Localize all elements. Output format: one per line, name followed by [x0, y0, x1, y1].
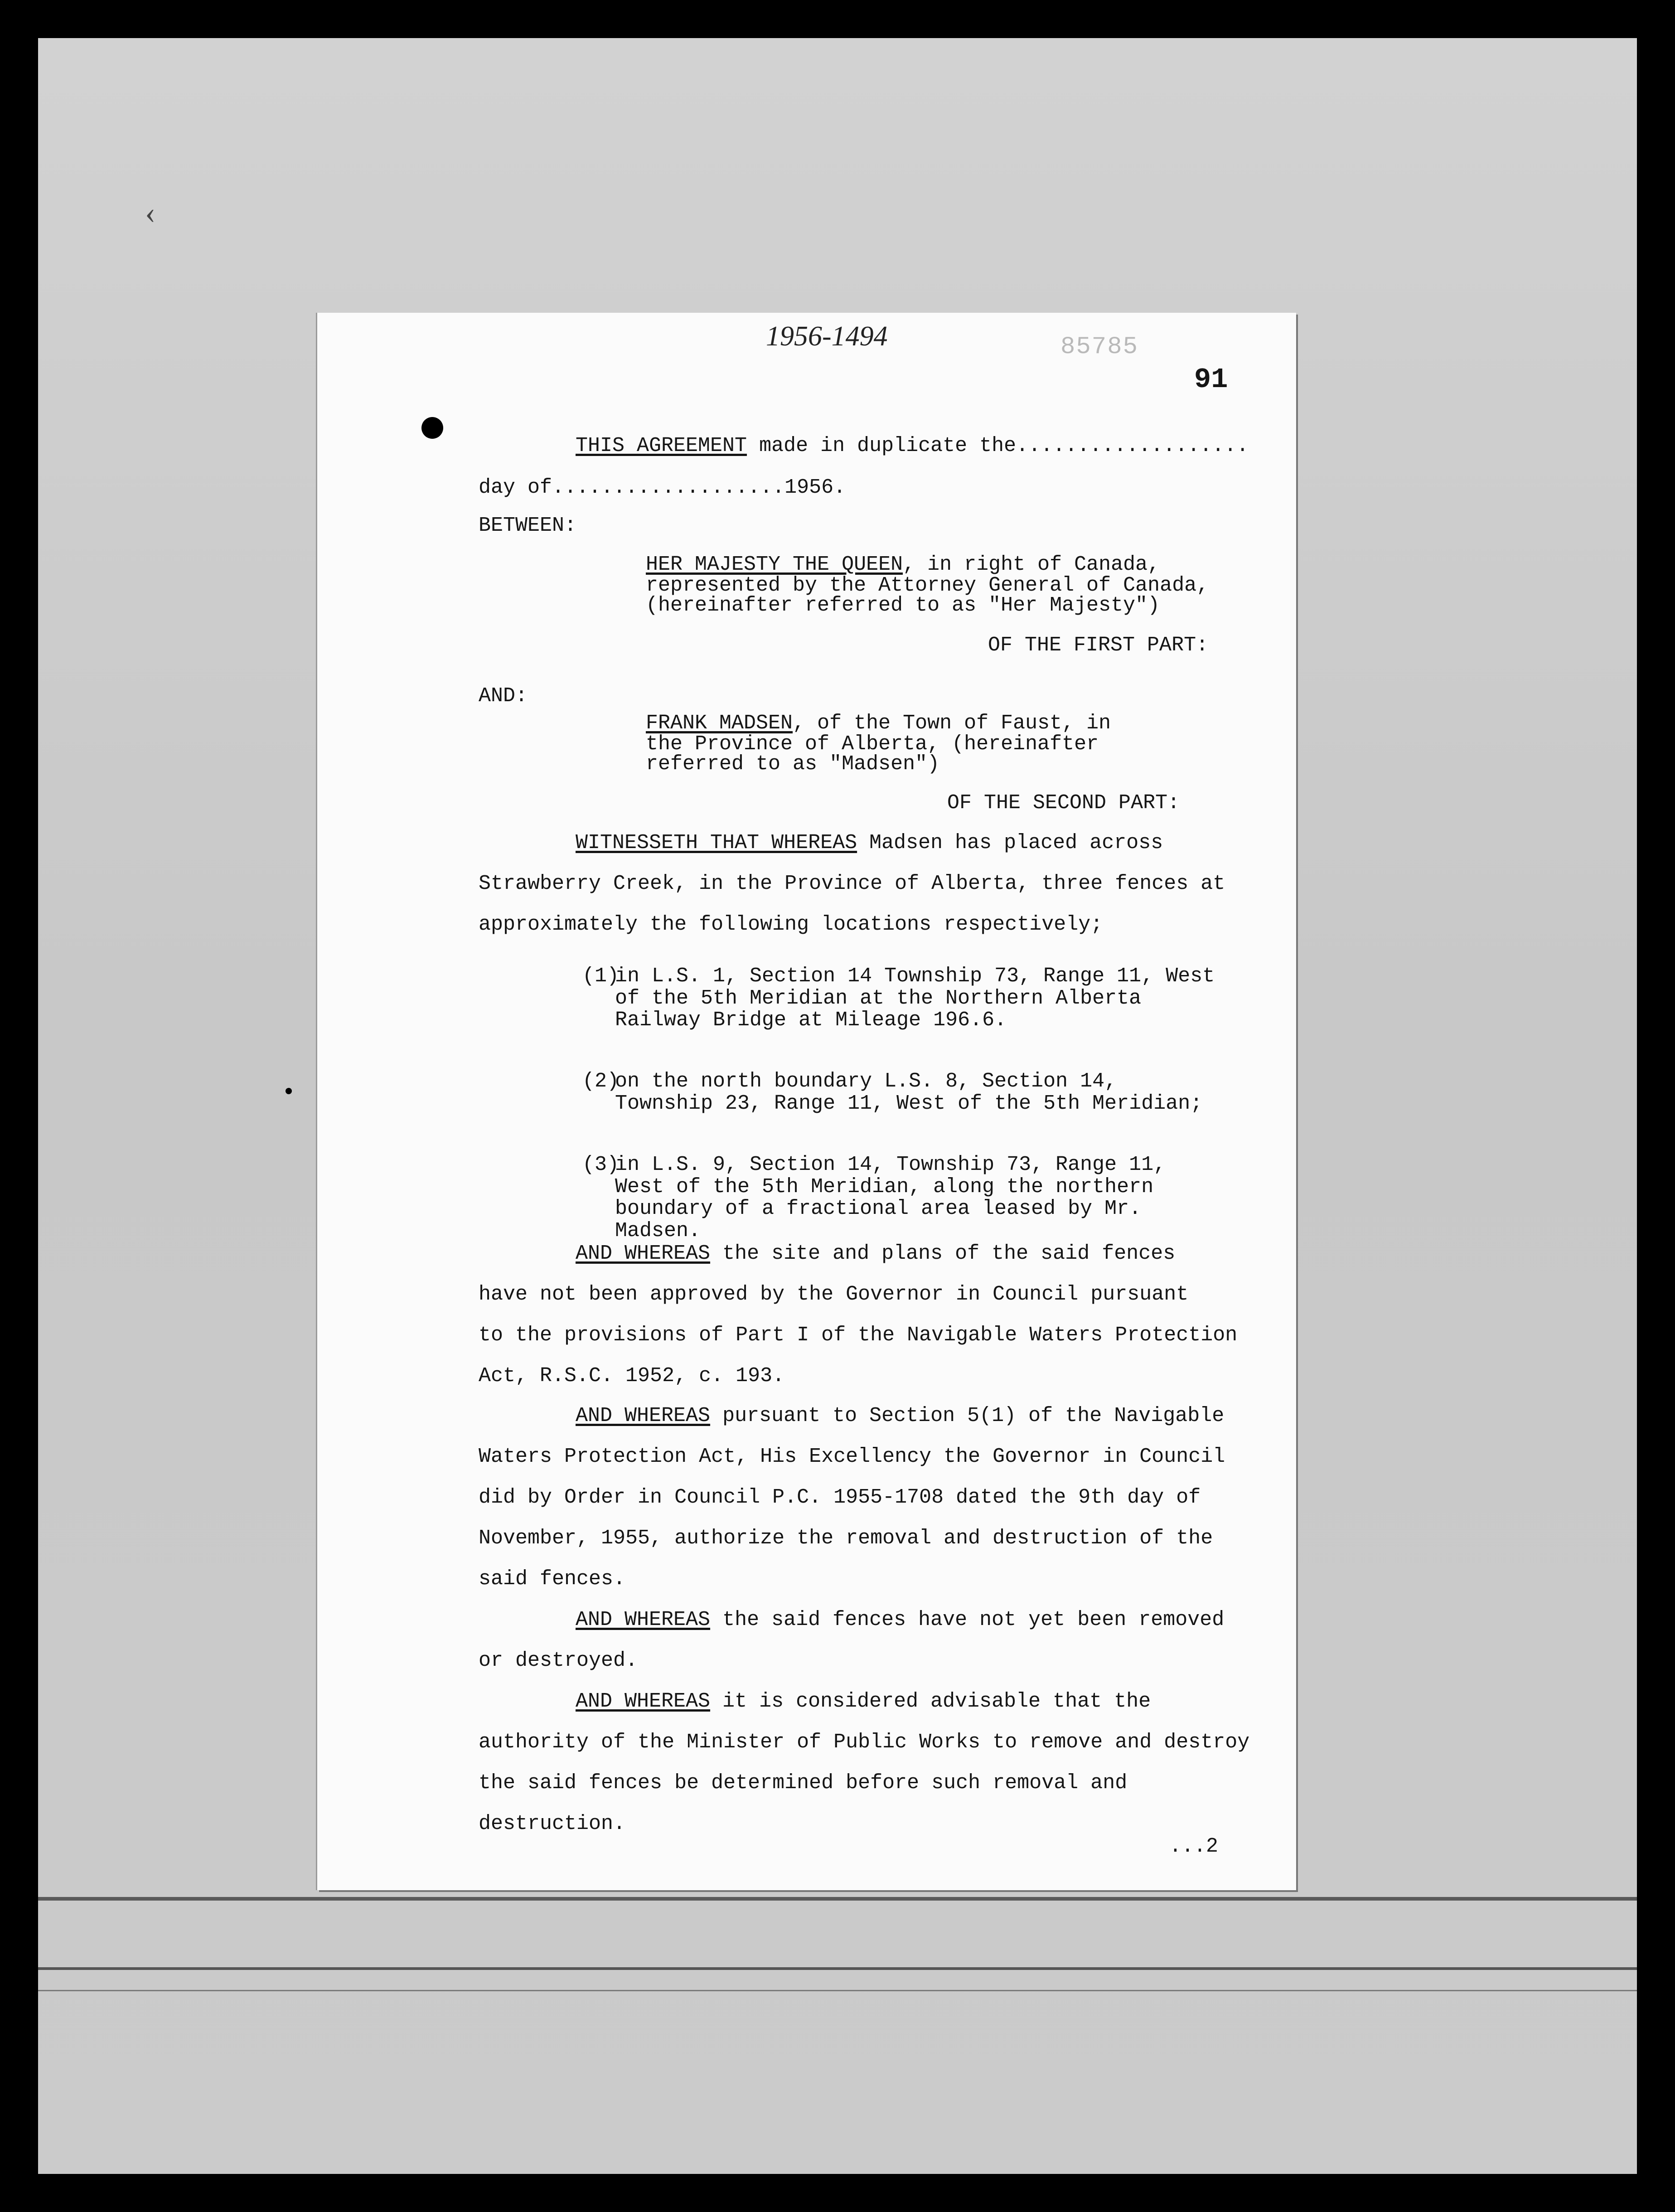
party2-role: OF THE SECOND PART: [947, 791, 1180, 815]
whereas2-line3: did by Order in Council P.C. 1955-1708 dated the 9th day of [479, 1486, 1201, 1509]
party2-line1: FRANK MADSEN, of the Town of Faust, in [646, 712, 1111, 735]
punch-hole [421, 417, 443, 439]
whereas1-line4: Act, R.S.C. 1952, c. 193. [479, 1364, 785, 1387]
party1-line1: HER MAJESTY THE QUEEN, in right of Canada, [646, 553, 1160, 576]
item-number: (2) [582, 1070, 620, 1093]
witnesseth-line1: WITNESSETH THAT WHEREAS Madsen has placed across [576, 831, 1163, 854]
handwritten-reference: 1956-1494 [766, 321, 888, 352]
this-agreement-heading: THIS AGREEMENT [576, 434, 747, 457]
item-text: in L.S. 9, Section 14, Township 73, Range 11, West of the 5th Meridian, along the northern boundary of a fractional area leased by Mr. Madsen. [615, 1153, 1166, 1242]
agreement-date-line: day of...................1956. [479, 476, 846, 499]
whereas-lead: AND WHEREAS [576, 1690, 711, 1713]
page-number: 91 [1194, 364, 1228, 396]
item-text: in L.S. 1, Section 14 Township 73, Range 11, West of the 5th Meridian at the Northern Alberta Railway Bridge at Mileage 196.6. [615, 965, 1215, 1032]
item-number: (1) [582, 965, 620, 988]
whereas1-line3: to the provisions of Part I of the Navigable Waters Protection [479, 1324, 1238, 1347]
item-number: (3) [582, 1153, 620, 1176]
agreement-page [317, 313, 1296, 1890]
whereas3-line1: AND WHEREAS the said fences have not yet been removed [576, 1608, 1225, 1631]
pencil-mark: ‹ [145, 195, 156, 230]
whereas4-line3: the said fences be determined before such removal and [479, 1771, 1128, 1795]
whereas1-line1: AND WHEREAS the site and plans of the said fences [576, 1242, 1176, 1265]
whereas2-line1: AND WHEREAS pursuant to Section 5(1) of the Navigable [576, 1404, 1225, 1427]
scan-band-line [38, 1967, 1637, 1970]
party2-line2: the Province of Alberta, (hereinafter [646, 732, 1099, 756]
continuation-marker: ...2 [1169, 1835, 1219, 1858]
party1-line2: represented by the Attorney General of Canada, [646, 574, 1209, 597]
whereas2-line2: Waters Protection Act, His Excellency the Governor in Council [479, 1445, 1225, 1468]
party2-line3: referred to as "Madsen") [646, 752, 940, 776]
agreement-opening-line: THIS AGREEMENT made in duplicate the................... [576, 434, 1249, 457]
and-label: AND: [479, 684, 528, 708]
punch-hole [286, 1088, 292, 1094]
whereas4-line2: authority of the Minister of Public Works to remove and destroy [479, 1731, 1250, 1754]
whereas-lead: AND WHEREAS [576, 1242, 711, 1265]
scan-band-line [38, 1990, 1637, 1991]
whereas4-line4: destruction. [479, 1812, 626, 1835]
between-label: BETWEEN: [479, 514, 577, 537]
whereas2-line4: November, 1955, authorize the removal and destruction of the [479, 1527, 1213, 1550]
witnesseth-line2: Strawberry Creek, in the Province of Alberta, three fences at [479, 872, 1225, 895]
stamp-number: 85785 [1060, 333, 1139, 361]
whereas1-line2: have not been approved by the Governor in Council pursuant [479, 1283, 1189, 1306]
witnesseth-line3: approximately the following locations respectively; [479, 913, 1103, 936]
whereas4-line1: AND WHEREAS it is considered advisable that the [576, 1690, 1151, 1713]
whereas-lead: AND WHEREAS [576, 1608, 711, 1631]
party1-name: HER MAJESTY THE QUEEN [646, 553, 903, 576]
whereas-lead: AND WHEREAS [576, 1404, 711, 1427]
whereas3-line2: or destroyed. [479, 1649, 638, 1672]
whereas2-line5: said fences. [479, 1567, 626, 1591]
item-text: on the north boundary L.S. 8, Section 14, Township 23, Range 11, West of the 5th Meridian; [615, 1070, 1203, 1115]
scan-band-line [38, 1897, 1637, 1901]
party1-line3: (hereinafter referred to as "Her Majesty") [646, 594, 1160, 617]
party2-name: FRANK MADSEN [646, 712, 793, 735]
witnesseth-lead: WITNESSETH THAT WHEREAS [576, 831, 857, 854]
party1-role: OF THE FIRST PART: [988, 634, 1209, 657]
